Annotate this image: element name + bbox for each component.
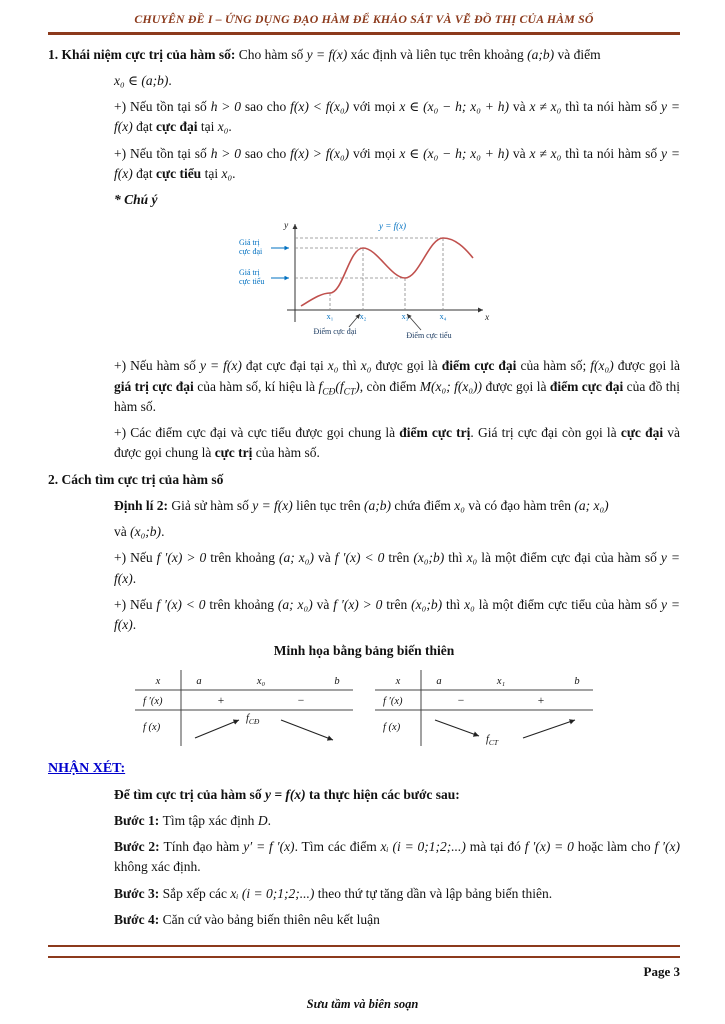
increase-arrow <box>195 720 239 738</box>
extrema-graph-figure <box>48 216 680 348</box>
tick-x1: x₁ <box>326 312 334 322</box>
footer-rule-top <box>48 945 680 947</box>
extrema-graph <box>233 216 495 344</box>
tick-x3: x₃ <box>401 312 409 322</box>
page-footer <box>48 945 680 980</box>
sign-left: + <box>217 694 225 707</box>
decrease-arrow <box>435 720 479 736</box>
paragraph-local-max-definition: +) Nếu tồn tại số h > 0 sao cho f(x) < f(x₀) với mọi x ∈ (x₀ − h; x₀ + h) và x ≠ x₀ thì ta nói hàm số y = f(x) đạt cực đại tại x₀. <box>114 99 680 135</box>
header-f-prime: f ′(x) <box>383 695 403 707</box>
min-value-label-line2: cực tiểu <box>239 277 265 287</box>
extremum-f: f <box>246 712 249 724</box>
paragraph-concept-definition: 1. Khái niệm cực trị của hàm số: Cho hàm số y = f(x) xác định và liên tục trên khoảng (a;b) và điểm <box>48 46 601 62</box>
remark-heading <box>48 758 680 779</box>
header-x: x <box>395 675 401 687</box>
dashed-guide-min <box>295 278 405 310</box>
remark-heading-text: NHẬN XÉT: <box>48 760 126 776</box>
header-f: f (x) <box>383 721 401 733</box>
page-number: Page 3 <box>643 964 680 979</box>
value-x0: x₀ <box>256 675 266 687</box>
min-point-label: Điểm cực tiểu <box>406 331 452 341</box>
variation-table-max <box>133 668 355 748</box>
paragraph-local-min-definition: +) Nếu tồn tại số h > 0 sao cho f(x) > f(x₀) với mọi x ∈ (x₀ − h; x₀ + h) và x ≠ x₀ thì ta nói hàm số y = f(x) đạt cực tiểu tại x₀. <box>114 145 680 181</box>
decrease-arrow <box>281 720 333 740</box>
tick-x4: x₄ <box>439 312 447 322</box>
max-value-label-line2: cực đại <box>239 247 263 257</box>
document-header <box>48 12 680 35</box>
step-3: Bước 3: Sắp xếp các xᵢ (i = 0;1;2;...) theo thứ tự tăng dần và lập bảng biến thiên. <box>114 885 553 901</box>
step-2: Bước 2: Tính đạo hàm y′ = f ′(x). Tìm các điểm xᵢ (i = 0;1;2;...) mà tại đó f ′(x) = 0 hoặc làm cho f ′(x) không xác định. <box>114 839 680 875</box>
increase-arrow <box>523 720 575 738</box>
min-value-label-line1: Giá trị <box>239 268 260 278</box>
remark-intro: Để tìm cực trị của hàm số y = f(x) ta thực hiện các bước sau: <box>114 786 460 802</box>
paragraph-max-terminology: +) Nếu hàm số y = f(x) đạt cực đại tại x₀ thì x₀ được gọi là điểm cực đại của hàm số; f(x₀) được gọi là giá trị cực đại của hàm số, kí hiệu là $f_{CĐ}(f_{CT})$, còn điểm M(x₀; f(x₀)) được gọi là điểm cực đại của đồ thị hàm số. <box>114 358 680 414</box>
sign-left: − <box>457 694 465 707</box>
variation-table-title: Minh họa bằng bảng biến thiên <box>273 643 455 659</box>
tick-x2: x₂ <box>359 312 367 322</box>
extremum-subscript: CT <box>488 737 499 747</box>
value-b: b <box>334 675 340 687</box>
sign-right: − <box>297 694 305 707</box>
note-label: * Chú ý <box>114 192 158 207</box>
value-a: a <box>436 675 442 687</box>
paragraph-theorem2-min-case: +) Nếu f ′(x) < 0 trên khoảng (a; x₀) và f ′(x) > 0 trên (x₀;b) thì x₀ là một điểm cực tiểu của hàm số y = f(x). <box>114 596 680 632</box>
value-b: b <box>574 675 580 687</box>
header-f-prime: f ′(x) <box>143 695 163 707</box>
curve-equation-label: y = f(x) <box>379 221 407 232</box>
section2-heading: 2. Cách tìm cực trị của hàm số <box>48 471 224 487</box>
footer-rule-bottom <box>48 956 680 958</box>
header-f: f (x) <box>143 721 161 733</box>
extremum-subscript: CĐ <box>248 716 260 726</box>
variation-table-min <box>373 668 595 748</box>
y-axis-label: y <box>284 221 289 232</box>
sign-right: + <box>537 694 545 707</box>
x-axis-label: x <box>485 313 490 324</box>
paragraph-theorem2-continuation: và (x₀;b). <box>114 524 165 539</box>
footer-credit: Sưu tầm và biên soạn <box>306 997 419 1011</box>
header-rule <box>48 32 680 35</box>
step-1: Bước 1: Tìm tập xác định D. <box>114 812 271 828</box>
extremum-f: f <box>486 733 489 745</box>
value-a: a <box>196 675 202 687</box>
paragraph-theorem2-max-case: +) Nếu f ′(x) > 0 trên khoảng (a; x₀) và f ′(x) < 0 trên (x₀;b) thì x₀ là một điểm cực đại của hàm số y = f(x). <box>114 550 681 586</box>
max-value-label-line1: Giá trị <box>239 238 260 248</box>
extremum-label <box>246 713 260 726</box>
max-point-label: Điểm cực đại <box>313 327 357 337</box>
max-point-arrow <box>349 314 360 327</box>
paragraph-extrema-terminology: +) Các điểm cực đại và cực tiểu được gọi chung là điểm cực trị. Giá trị cực đại còn gọi là cực đại và được gọi chung là cực trị của hàm số. <box>114 425 680 461</box>
value-x1: x₁ <box>496 675 506 687</box>
paragraph-theorem2: Định lí 2: Giả sử hàm số y = f(x) liên tục trên (a;b) chứa điểm x₀ và có đạo hàm trên (a; x₀) <box>114 497 609 513</box>
header-x: x <box>155 675 161 687</box>
extremum-label <box>486 734 499 747</box>
step-4: Bước 4: Căn cứ vào bảng biến thiên nêu kết luận <box>114 911 380 927</box>
document-title: CHUYÊN ĐỀ I – ỨNG DỤNG ĐẠO HÀM ĐỂ KHẢO SÁT VÀ VẼ ĐỒ THỊ CỦA HÀM SỐ <box>134 12 594 26</box>
variation-tables <box>48 668 680 748</box>
min-point-arrow <box>407 314 421 330</box>
paragraph-domain-condition: x₀ ∈ (a;b). <box>114 72 172 88</box>
